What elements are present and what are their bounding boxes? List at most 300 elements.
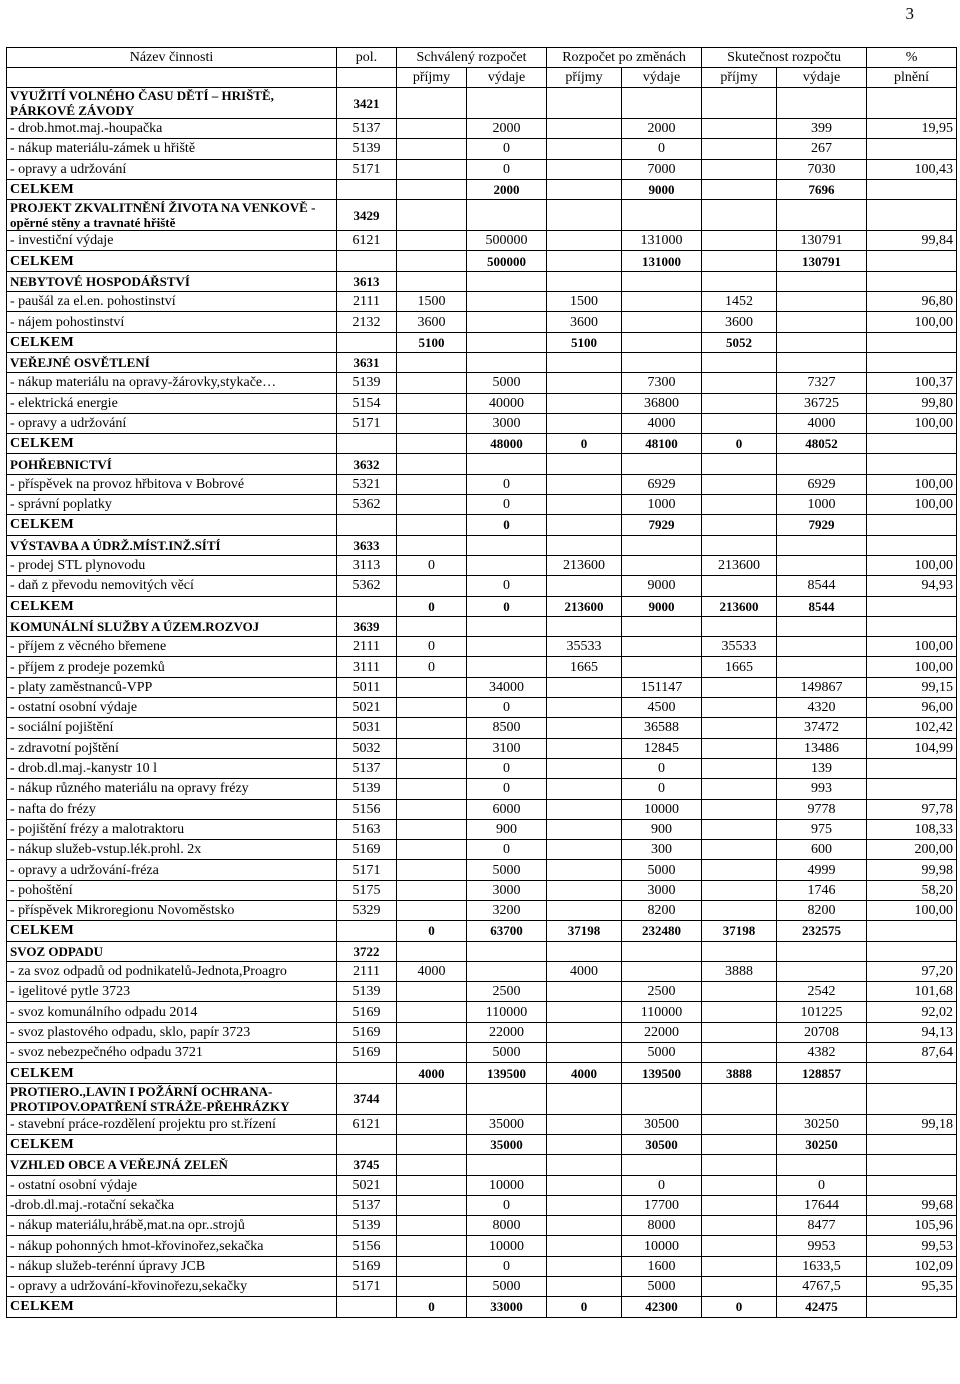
- fulfilment-pct: 100,00: [867, 495, 957, 515]
- changed-income: [547, 677, 622, 697]
- approved-expense: 3200: [467, 900, 547, 920]
- changed-income: 4000: [547, 1063, 622, 1083]
- fulfilment-pct: [867, 139, 957, 159]
- item-pol: 5171: [337, 159, 397, 179]
- approved-income: [397, 535, 467, 555]
- changed-income: [547, 535, 622, 555]
- actual-income: [702, 698, 777, 718]
- item-pol: 6121: [337, 231, 397, 251]
- fulfilment-pct: 100,00: [867, 657, 957, 677]
- item-pol: 3632: [337, 454, 397, 474]
- table-row: [7, 1195, 957, 1215]
- approved-expense: 40000: [467, 393, 547, 413]
- section-header-row: [7, 616, 957, 636]
- fulfilment-pct: [867, 1175, 957, 1195]
- fulfilment-pct: 102,42: [867, 718, 957, 738]
- approved-expense: 63700: [467, 921, 547, 941]
- item-name: - svoz komunálního odpadu 2014: [7, 1002, 337, 1022]
- table-row: [7, 576, 957, 596]
- approved-income: [397, 677, 467, 697]
- actual-expense: 130791: [777, 251, 867, 271]
- item-pol: 5137: [337, 1195, 397, 1215]
- fulfilment-pct: 94,93: [867, 576, 957, 596]
- actual-expense: [777, 637, 867, 657]
- actual-expense: 30250: [777, 1114, 867, 1134]
- actual-income: 3888: [702, 1063, 777, 1083]
- table-row: [7, 880, 957, 900]
- total-row: [7, 596, 957, 616]
- approved-expense: [467, 1155, 547, 1175]
- actual-income: 5052: [702, 332, 777, 352]
- section-header-row: [7, 1155, 957, 1175]
- actual-income: [702, 393, 777, 413]
- item-name: - opravy a udržování: [7, 159, 337, 179]
- item-pol: 2111: [337, 637, 397, 657]
- changed-income: [547, 515, 622, 535]
- actual-expense: [777, 332, 867, 352]
- actual-income: [702, 718, 777, 738]
- approved-expense: 0: [467, 139, 547, 159]
- item-name: VÝSTAVBA A ÚDRŽ.MÍST.INŽ.SÍTÍ: [7, 535, 337, 555]
- approved-expense: 5000: [467, 860, 547, 880]
- approved-expense: [467, 292, 547, 312]
- item-pol: 5011: [337, 677, 397, 697]
- changed-expense: [622, 535, 702, 555]
- changed-income: [547, 1134, 622, 1154]
- changed-income: [547, 413, 622, 433]
- fulfilment-pct: 102,09: [867, 1256, 957, 1276]
- item-name: - opravy a udržování: [7, 413, 337, 433]
- item-name: - nákup materiálu na opravy-žárovky,stykače…: [7, 373, 337, 393]
- actual-expense: 36725: [777, 393, 867, 413]
- changed-expense: 4500: [622, 698, 702, 718]
- approved-expense: 900: [467, 819, 547, 839]
- item-name: -drob.dl.maj.-rotační sekačka: [7, 1195, 337, 1215]
- item-pol: 5139: [337, 779, 397, 799]
- header-expense: výdaje: [622, 68, 702, 88]
- total-row: [7, 1134, 957, 1154]
- section-header-row: [7, 271, 957, 291]
- approved-expense: 5000: [467, 1277, 547, 1297]
- item-pol: 5175: [337, 880, 397, 900]
- item-pol: 5169: [337, 840, 397, 860]
- item-name: CELKEM: [7, 515, 337, 535]
- fulfilment-pct: 100,00: [867, 413, 957, 433]
- fulfilment-pct: [867, 779, 957, 799]
- item-name: - správní poplatky: [7, 495, 337, 515]
- changed-income: [547, 1195, 622, 1215]
- actual-expense: [777, 961, 867, 981]
- changed-income: [547, 616, 622, 636]
- approved-income: [397, 88, 467, 119]
- table-row: [7, 312, 957, 332]
- actual-expense: 993: [777, 779, 867, 799]
- changed-expense: 30500: [622, 1134, 702, 1154]
- changed-income: [547, 576, 622, 596]
- changed-income: [547, 1083, 622, 1114]
- item-name: - pohoštění: [7, 880, 337, 900]
- fulfilment-pct: 105,96: [867, 1216, 957, 1236]
- approved-income: [397, 738, 467, 758]
- changed-expense: 5000: [622, 1043, 702, 1063]
- header-income: příjmy: [397, 68, 467, 88]
- item-name: CELKEM: [7, 1297, 337, 1317]
- table-row: [7, 1175, 957, 1195]
- actual-income: [702, 200, 777, 231]
- item-pol: 5163: [337, 819, 397, 839]
- actual-expense: 975: [777, 819, 867, 839]
- table-row: [7, 1216, 957, 1236]
- changed-income: [547, 231, 622, 251]
- approved-expense: 0: [467, 840, 547, 860]
- approved-expense: 0: [467, 576, 547, 596]
- changed-income: [547, 474, 622, 494]
- changed-expense: [622, 200, 702, 231]
- changed-expense: 5000: [622, 1277, 702, 1297]
- changed-expense: 0: [622, 758, 702, 778]
- approved-expense: 0: [467, 474, 547, 494]
- item-pol: 3744: [337, 1083, 397, 1114]
- item-name: - svoz plastového odpadu, sklo, papír 3723: [7, 1022, 337, 1042]
- changed-expense: [622, 271, 702, 291]
- fulfilment-pct: 92,02: [867, 1002, 957, 1022]
- changed-income: [547, 1175, 622, 1195]
- changed-expense: 0: [622, 1175, 702, 1195]
- changed-income: [547, 738, 622, 758]
- actual-expense: 9778: [777, 799, 867, 819]
- changed-income: 4000: [547, 961, 622, 981]
- fulfilment-pct: 95,35: [867, 1277, 957, 1297]
- item-pol: 5169: [337, 1256, 397, 1276]
- item-pol: 5171: [337, 1277, 397, 1297]
- approved-expense: 0: [467, 495, 547, 515]
- approved-income: [397, 231, 467, 251]
- total-row: [7, 332, 957, 352]
- table-row: [7, 819, 957, 839]
- item-name: - nákup pohonných hmot-křovinořez,sekačka: [7, 1236, 337, 1256]
- total-row: [7, 179, 957, 199]
- section-header-row: [7, 941, 957, 961]
- actual-income: [702, 758, 777, 778]
- header-pct: %: [867, 48, 957, 68]
- actual-expense: [777, 1155, 867, 1175]
- section-header-row: [7, 535, 957, 555]
- table-row: [7, 961, 957, 981]
- approved-expense: 0: [467, 698, 547, 718]
- changed-expense: 42300: [622, 1297, 702, 1317]
- changed-expense: 36800: [622, 393, 702, 413]
- changed-expense: [622, 616, 702, 636]
- actual-income: [702, 231, 777, 251]
- changed-expense: [622, 555, 702, 575]
- fulfilment-pct: 99,15: [867, 677, 957, 697]
- changed-expense: [622, 352, 702, 372]
- changed-income: [547, 1155, 622, 1175]
- changed-expense: 110000: [622, 1002, 702, 1022]
- approved-expense: [467, 1083, 547, 1114]
- fulfilment-pct: [867, 454, 957, 474]
- fulfilment-pct: 100,00: [867, 312, 957, 332]
- actual-income: [702, 88, 777, 119]
- actual-income: [702, 1043, 777, 1063]
- total-row: [7, 1063, 957, 1083]
- actual-income: [702, 1114, 777, 1134]
- page-number: 3: [905, 4, 914, 23]
- changed-income: [547, 982, 622, 1002]
- actual-income: 213600: [702, 555, 777, 575]
- item-name: - investiční výdaje: [7, 231, 337, 251]
- approved-income: 0: [397, 596, 467, 616]
- changed-expense: 9000: [622, 576, 702, 596]
- item-pol: 5032: [337, 738, 397, 758]
- changed-expense: 12845: [622, 738, 702, 758]
- changed-expense: 9000: [622, 596, 702, 616]
- item-name: CELKEM: [7, 179, 337, 199]
- changed-income: [547, 1216, 622, 1236]
- approved-income: [397, 900, 467, 920]
- approved-income: [397, 474, 467, 494]
- item-name: - platy zaměstnanců-VPP: [7, 677, 337, 697]
- changed-income: [547, 373, 622, 393]
- item-pol: 5362: [337, 495, 397, 515]
- actual-income: 0: [702, 434, 777, 454]
- table-row: [7, 555, 957, 575]
- changed-expense: 139500: [622, 1063, 702, 1083]
- approved-expense: [467, 941, 547, 961]
- table-row: [7, 373, 957, 393]
- item-pol: 3429: [337, 200, 397, 231]
- item-pol: [337, 332, 397, 352]
- item-pol: 3113: [337, 555, 397, 575]
- fulfilment-pct: 100,43: [867, 159, 957, 179]
- changed-income: 3600: [547, 312, 622, 332]
- table-row: [7, 231, 957, 251]
- approved-expense: [467, 535, 547, 555]
- item-name: - ostatní osobní výdaje: [7, 698, 337, 718]
- approved-expense: 0: [467, 758, 547, 778]
- actual-income: [702, 941, 777, 961]
- actual-expense: 1633,5: [777, 1256, 867, 1276]
- table-row: [7, 393, 957, 413]
- table-row: [7, 860, 957, 880]
- total-row: [7, 515, 957, 535]
- item-pol: 5171: [337, 413, 397, 433]
- table-row: [7, 840, 957, 860]
- item-pol: 3111: [337, 657, 397, 677]
- table-row: [7, 677, 957, 697]
- approved-expense: 33000: [467, 1297, 547, 1317]
- approved-expense: 0: [467, 1195, 547, 1215]
- fulfilment-pct: [867, 200, 957, 231]
- item-name: CELKEM: [7, 251, 337, 271]
- actual-income: [702, 352, 777, 372]
- actual-income: [702, 413, 777, 433]
- item-name: - příjem z věcného břemene: [7, 637, 337, 657]
- approved-income: 0: [397, 921, 467, 941]
- item-pol: [337, 515, 397, 535]
- item-name: - opravy a udržování-křovinořezu,sekačky: [7, 1277, 337, 1297]
- table-row: [7, 738, 957, 758]
- header-income: příjmy: [547, 68, 622, 88]
- approved-income: [397, 495, 467, 515]
- actual-expense: [777, 616, 867, 636]
- approved-expense: 35000: [467, 1134, 547, 1154]
- actual-expense: [777, 454, 867, 474]
- table-row: [7, 1022, 957, 1042]
- changed-expense: 8000: [622, 1216, 702, 1236]
- table-row: [7, 779, 957, 799]
- approved-income: [397, 576, 467, 596]
- item-name: - drob.hmot.maj.-houpačka: [7, 119, 337, 139]
- changed-income: [547, 200, 622, 231]
- approved-expense: 2000: [467, 179, 547, 199]
- approved-expense: 48000: [467, 434, 547, 454]
- approved-expense: 6000: [467, 799, 547, 819]
- header-empty: [7, 68, 337, 88]
- approved-income: [397, 413, 467, 433]
- actual-expense: 600: [777, 840, 867, 860]
- actual-expense: [777, 271, 867, 291]
- item-name: - opravy a udržování-fréza: [7, 860, 337, 880]
- approved-income: 5100: [397, 332, 467, 352]
- approved-income: [397, 251, 467, 271]
- item-pol: [337, 179, 397, 199]
- fulfilment-pct: 96,00: [867, 698, 957, 718]
- item-name: VEŘEJNÉ OSVĚTLENÍ: [7, 352, 337, 372]
- changed-expense: 10000: [622, 799, 702, 819]
- changed-expense: 2500: [622, 982, 702, 1002]
- item-pol: 3745: [337, 1155, 397, 1175]
- changed-income: [547, 799, 622, 819]
- changed-income: 1500: [547, 292, 622, 312]
- approved-expense: [467, 312, 547, 332]
- actual-expense: 13486: [777, 738, 867, 758]
- item-pol: 5021: [337, 1175, 397, 1195]
- changed-expense: [622, 1155, 702, 1175]
- item-name: PROTIERO.,LAVIN I POŽÁRNÍ OCHRANA-PROTIPOV.OPATŘENÍ STRÁŽE-PŘEHRÁZKY: [7, 1083, 337, 1114]
- item-name: NEBYTOVÉ HOSPODÁŘSTVÍ: [7, 271, 337, 291]
- budget-table: [6, 47, 957, 1318]
- fulfilment-pct: 58,20: [867, 880, 957, 900]
- total-row: [7, 1297, 957, 1317]
- fulfilment-pct: [867, 1297, 957, 1317]
- table-row: [7, 1256, 957, 1276]
- actual-expense: 7030: [777, 159, 867, 179]
- item-name: - igelitové pytle 3723: [7, 982, 337, 1002]
- actual-income: [702, 139, 777, 159]
- total-row: [7, 921, 957, 941]
- changed-expense: 7300: [622, 373, 702, 393]
- approved-expense: 500000: [467, 251, 547, 271]
- fulfilment-pct: [867, 921, 957, 941]
- fulfilment-pct: 200,00: [867, 840, 957, 860]
- changed-expense: 3000: [622, 880, 702, 900]
- actual-income: 3888: [702, 961, 777, 981]
- table-row: [7, 698, 957, 718]
- approved-expense: [467, 352, 547, 372]
- table-body: [7, 88, 957, 1318]
- item-name: - daň z převodu nemovitých věcí: [7, 576, 337, 596]
- changed-expense: [622, 1083, 702, 1114]
- item-name: - nákup materiálu-zámek u hřiště: [7, 139, 337, 159]
- changed-expense: 0: [622, 139, 702, 159]
- table-row: [7, 657, 957, 677]
- approved-expense: 0: [467, 1256, 547, 1276]
- item-pol: 3633: [337, 535, 397, 555]
- actual-expense: 4767,5: [777, 1277, 867, 1297]
- approved-income: [397, 1236, 467, 1256]
- item-pol: 5021: [337, 698, 397, 718]
- actual-expense: [777, 88, 867, 119]
- fulfilment-pct: 99,68: [867, 1195, 957, 1215]
- fulfilment-pct: 100,00: [867, 637, 957, 657]
- approved-income: [397, 352, 467, 372]
- changed-income: [547, 139, 622, 159]
- changed-income: [547, 271, 622, 291]
- changed-income: [547, 1256, 622, 1276]
- changed-income: [547, 352, 622, 372]
- actual-expense: 8544: [777, 596, 867, 616]
- item-pol: 2111: [337, 292, 397, 312]
- fulfilment-pct: [867, 941, 957, 961]
- item-pol: 3613: [337, 271, 397, 291]
- item-pol: 5169: [337, 1043, 397, 1063]
- changed-expense: 17700: [622, 1195, 702, 1215]
- item-name: - příjem z prodeje pozemků: [7, 657, 337, 677]
- changed-income: [547, 698, 622, 718]
- header-changed: Rozpočet po změnách: [547, 48, 702, 68]
- actual-expense: 4000: [777, 413, 867, 433]
- changed-income: [547, 454, 622, 474]
- item-pol: 3421: [337, 88, 397, 119]
- approved-expense: 10000: [467, 1236, 547, 1256]
- item-name: - drob.dl.maj.-kanystr 10 l: [7, 758, 337, 778]
- approved-income: [397, 799, 467, 819]
- item-name: - zdravotní pojštění: [7, 738, 337, 758]
- fulfilment-pct: 99,98: [867, 860, 957, 880]
- approved-expense: 5000: [467, 1043, 547, 1063]
- approved-expense: 3100: [467, 738, 547, 758]
- item-name: PROJEKT ZKVALITNĚNÍ ŽIVOTA NA VENKOVĚ - opěrné stěny a travnaté hřiště: [7, 200, 337, 231]
- item-pol: [337, 596, 397, 616]
- item-name: - příspěvek Mikroregionu Novoměstsko: [7, 900, 337, 920]
- approved-income: [397, 515, 467, 535]
- fulfilment-pct: 100,00: [867, 474, 957, 494]
- approved-income: [397, 1134, 467, 1154]
- actual-expense: [777, 657, 867, 677]
- approved-income: [397, 139, 467, 159]
- changed-expense: 7000: [622, 159, 702, 179]
- changed-income: [547, 1043, 622, 1063]
- actual-income: [702, 373, 777, 393]
- item-name: CELKEM: [7, 596, 337, 616]
- changed-expense: 1000: [622, 495, 702, 515]
- approved-expense: [467, 637, 547, 657]
- actual-income: [702, 1175, 777, 1195]
- changed-expense: 0: [622, 779, 702, 799]
- approved-income: [397, 840, 467, 860]
- changed-income: [547, 819, 622, 839]
- header-row-2: [7, 68, 957, 88]
- item-name: VZHLED OBCE A VEŘEJNÁ ZELEŇ: [7, 1155, 337, 1175]
- approved-expense: [467, 271, 547, 291]
- actual-income: [702, 1195, 777, 1215]
- approved-income: 3600: [397, 312, 467, 332]
- actual-income: [702, 779, 777, 799]
- fulfilment-pct: 97,20: [867, 961, 957, 981]
- item-pol: 2132: [337, 312, 397, 332]
- changed-income: [547, 495, 622, 515]
